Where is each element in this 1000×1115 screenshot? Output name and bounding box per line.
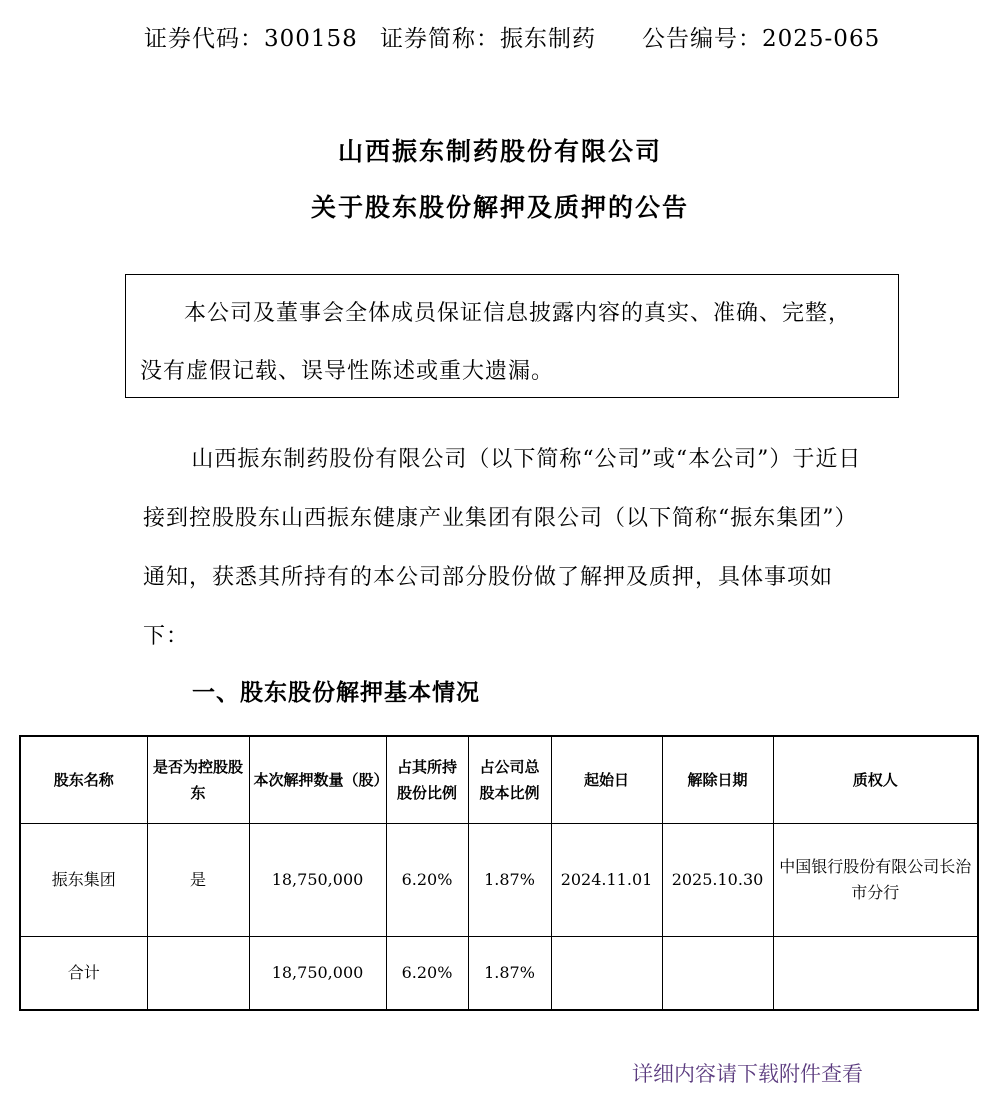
section-title: 一、股东股份解押基本情况 (192, 680, 480, 706)
announcement-header (144, 20, 880, 53)
download-attachment-link[interactable]: 详细内容请下载附件查看 (632, 1062, 863, 1086)
header-controlling: 是否为控股股东 (147, 736, 249, 824)
cell-pledgee: 中国银行股份有限公司长治市分行 (773, 824, 978, 937)
header-pct-held: 占其所持股份比例 (386, 736, 468, 824)
disclaimer-box (125, 274, 899, 398)
header-shareholder: 股东名称 (20, 736, 147, 824)
announcement-number: 公告编号：2025-065 (642, 26, 881, 52)
cell-empty (662, 937, 773, 1011)
header-pledgee: 质权人 (773, 736, 978, 824)
table-row (20, 824, 978, 937)
cell-total-pct-held: 6.20% (386, 937, 468, 1011)
cell-start-date: 2024.11.01 (551, 824, 662, 937)
company-title: 山西振东制药股份有限公司 (337, 137, 662, 166)
cell-total-quantity: 18,750,000 (249, 937, 386, 1011)
cell-empty (551, 937, 662, 1011)
cell-total-pct-total: 1.87% (468, 937, 551, 1011)
cell-controlling: 是 (147, 824, 249, 937)
disclaimer-line-1: 本公司及董事会全体成员保证信息披露内容的真实、准确、完整， (184, 301, 852, 326)
security-abbreviation: 证券简称：振东制药 (380, 26, 596, 52)
cell-empty (773, 937, 978, 1011)
announcement-title: 关于股东股份解押及质押的公告 (310, 193, 689, 222)
disclaimer-line-2: 没有虚假记载、误导性陈述或重大遗漏。 (140, 359, 555, 384)
announcement-body (143, 430, 863, 666)
cell-release-date: 2025.10.30 (662, 824, 773, 937)
cell-empty (147, 937, 249, 1011)
header-release-date: 解除日期 (662, 736, 773, 824)
cell-total-label: 合计 (20, 937, 147, 1011)
table-total-row (20, 937, 978, 1011)
cell-shareholder: 振东集团 (20, 824, 147, 937)
pledge-release-table (19, 735, 979, 1011)
header-pct-total: 占公司总股本比例 (468, 736, 551, 824)
cell-quantity: 18,750,000 (249, 824, 386, 937)
cell-pct-total: 1.87% (468, 824, 551, 937)
body-paragraph: 山西振东制药股份有限公司（以下简称“公司”或“本公司”）于近日接到控股股东山西振东健康产业集团有限公司（以下简称“振东集团”）通知，获悉其所持有的本公司部分股份做了解押及质押，具体事项如下： (143, 447, 862, 649)
cell-pct-held: 6.20% (386, 824, 468, 937)
table-header-row (20, 736, 978, 824)
security-code: 证券代码：300158 (144, 26, 358, 52)
header-quantity: 本次解押数量（股） (249, 736, 386, 824)
header-start-date: 起始日 (551, 736, 662, 824)
